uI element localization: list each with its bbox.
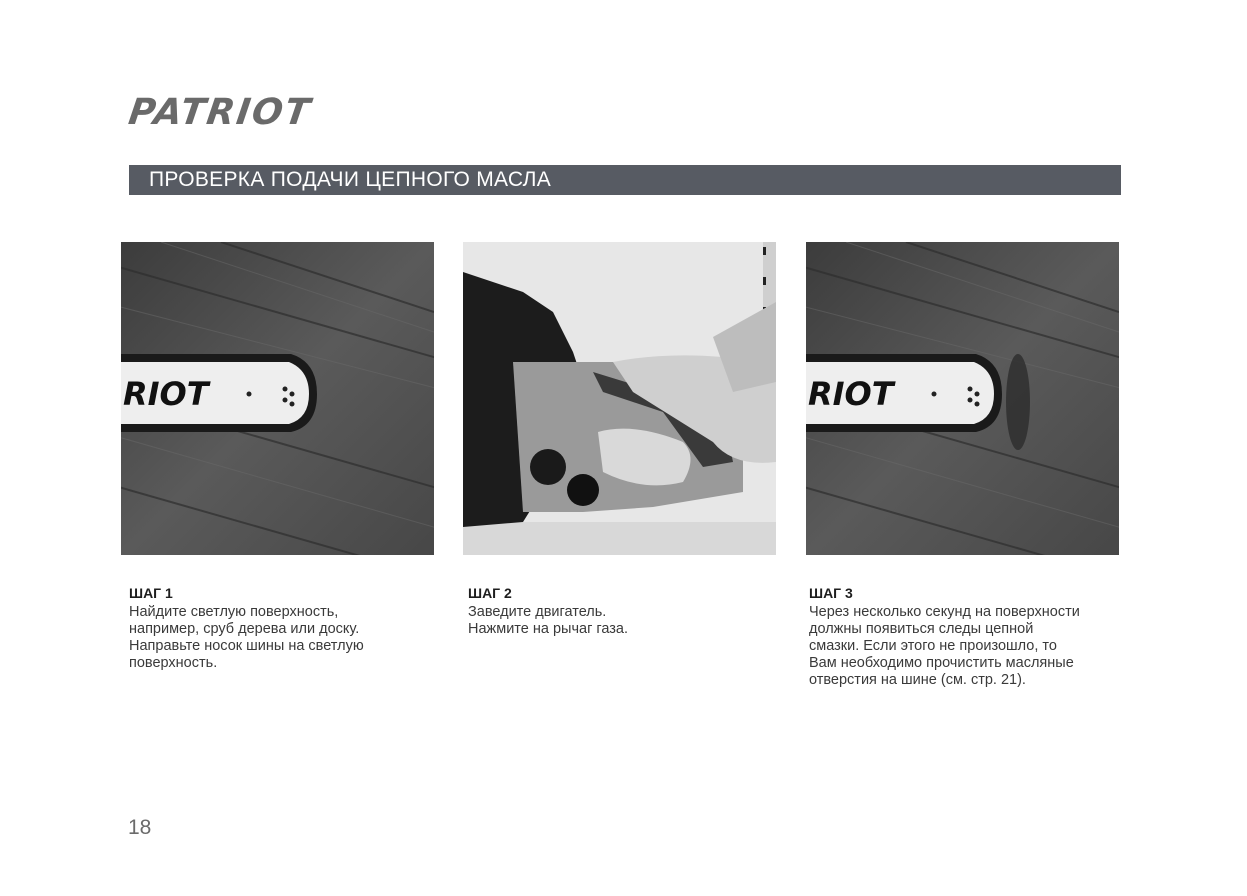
step-1 [129, 585, 449, 672]
page-number: 18 [128, 816, 152, 839]
step-text-line: Вам необходимо прочистить масляные [809, 655, 1074, 671]
step-1-photo [121, 242, 434, 555]
step-3 [809, 585, 1129, 689]
brand-logo: PATRIOT [126, 92, 315, 133]
step-2 [468, 585, 788, 638]
step-text-line: Направьте носок шины на светлую [129, 638, 364, 654]
step-text-line: должны появиться следы цепной [809, 621, 1034, 637]
step-text-line: Заведите двигатель. [468, 604, 607, 620]
step-text-line: смазки. Если этого не произошло, то [809, 638, 1057, 654]
step-2-photo [463, 242, 776, 555]
step-text-line: Через несколько секунд на поверхности [809, 604, 1080, 620]
step-title: ШАГ 1 [129, 585, 173, 601]
step-3-photo [806, 242, 1119, 555]
section-title: ПРОВЕРКА ПОДАЧИ ЦЕПНОГО МАСЛА [149, 168, 552, 191]
step-text-line: отверстия на шине (см. стр. 21). [809, 672, 1026, 688]
step-text-line: Нажмите на рычаг газа. [468, 621, 629, 637]
section-title-bar [129, 165, 1121, 195]
step-title: ШАГ 2 [468, 585, 512, 601]
bar-logo-text: RIOT [808, 375, 894, 413]
bar-logo-text: RIOT [123, 375, 209, 413]
step-title: ШАГ 3 [809, 585, 853, 601]
step-text-line: Найдите светлую поверхность, [129, 604, 339, 620]
step-text-line: например, сруб дерева или доску. [129, 621, 360, 637]
step-text-line: поверхность. [129, 655, 218, 671]
